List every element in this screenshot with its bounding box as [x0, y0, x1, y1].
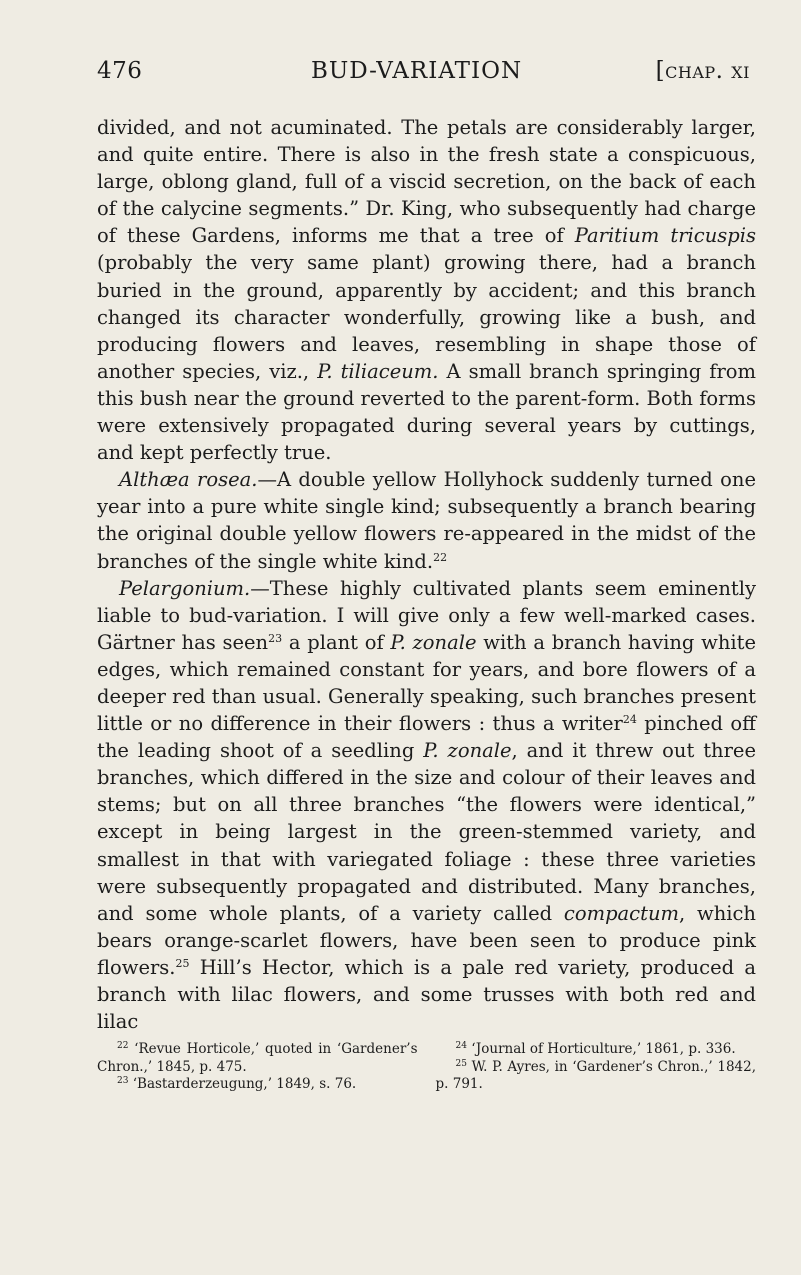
page-number: 476	[97, 58, 143, 84]
text-run: , and it threw out three branches, which differed in the size and colour of their leaves and stems; but on all three branches “the flowers were identical,” except in being largest in the green-stemmed variety, and smallest in that with variegated foliage : these three varieties were subsequently propagated and distributed. Many branches, and some whole plants, of a variety called	[97, 739, 757, 925]
text-run: —A double yellow Hollyhock suddenly turned one year into a pure white single kind; subsequently a branch bearing the original double yellow flowers re-appeared in the midst of the branches of the single white kind.	[97, 468, 756, 573]
paragraph-paritium	[97, 114, 756, 466]
footnote-number: 22	[117, 1041, 129, 1052]
footnote-text: ‘Bastarderzeugung,’ 1849, s. 76.	[128, 1076, 357, 1093]
italic-species-name: P. zonale	[423, 739, 512, 763]
text-run: divided, and not acuminated. The petals are considerably larger, and quite entire. There is also in the fresh state a conspicuous, large, oblong gland, full of a viscid secretion, on the back of each of the calycine segments.” Dr. King, who subsequently had charge of these Gardens, informs me that a tree of	[97, 116, 756, 248]
text-run: —These highly cultivated plants seem eminently liable to bud-variation. I will give only a few well-marked cases. Gärtner has seen	[97, 576, 756, 654]
text-run: a plant of	[282, 630, 391, 654]
footnote-25	[436, 1059, 757, 1094]
italic-species-name: Paritium tricuspis	[574, 224, 756, 248]
footnote-ref: 25	[175, 956, 190, 970]
text-run: , which bears orange-scarlet flowers, have been seen to produce pink flowers.	[97, 901, 756, 979]
italic-species-name: P. zonale	[390, 630, 477, 654]
footnote-22	[97, 1041, 418, 1076]
footnote-ref: 22	[433, 550, 448, 564]
running-header	[97, 58, 756, 88]
footnote-text: ‘Journal of Horticulture,’ 1861, p. 336.	[466, 1041, 736, 1058]
footnote-number: 25	[455, 1058, 467, 1069]
footnote-24	[436, 1041, 757, 1059]
footnote-23	[97, 1076, 418, 1094]
text-run: (probably the very same plant) growing there, had a branch buried in the ground, apparently by accident; and this branch changed its character wonderfully, growing like a bush, and producing flowers and leaves, resembling in shape those of another species, viz.,	[97, 251, 756, 383]
text-run: Hill’s Hector, which is a pale red variety, produced a branch with lilac flowers, and some trusses with both red and lilac	[97, 955, 756, 1034]
footnote-text: ‘Revue Horticole,’ quoted in ‘Gardener’s Chron.,’ 1845, p. 475.	[97, 1041, 418, 1075]
italic-heading: Althæa rosea.	[119, 468, 258, 492]
footnote-text: W. P. Ayres, in ‘Gardener’s Chron.,’ 1842, p. 791.	[435, 1058, 756, 1093]
footnote-ref: 23	[268, 631, 283, 645]
text-run: pinched off the leading shoot of a seedling	[97, 712, 756, 763]
chapter-label: [chap. xi	[655, 58, 750, 84]
paragraph-pelargonium	[97, 575, 756, 1036]
footnote-number: 24	[455, 1041, 467, 1052]
paragraph-althaea	[97, 466, 756, 574]
italic-variety-name: compactum	[563, 901, 679, 925]
italic-species-name: P. tiliaceum.	[317, 359, 439, 383]
footnotes-right-column	[418, 1041, 757, 1094]
body-text	[97, 114, 756, 1035]
footnote-ref: 24	[622, 713, 637, 727]
running-title: BUD-VARIATION	[311, 58, 523, 84]
text-run: A small branch springing from this bush near the ground reverted to the parent-form. Both forms were extensively propagated during several years by cuttings, and kept perfectly true.	[97, 359, 756, 465]
footnotes	[97, 1041, 756, 1094]
italic-heading: Pelargonium.	[119, 576, 251, 600]
text-run: with a branch having white edges, which remained constant for years, and bore flowers of a deeper red than usual. Generally speaking, such branches present little or no difference in their flowers : thus a writer	[97, 630, 756, 736]
footnote-number: 23	[117, 1076, 129, 1087]
footnotes-left-column	[97, 1041, 418, 1094]
